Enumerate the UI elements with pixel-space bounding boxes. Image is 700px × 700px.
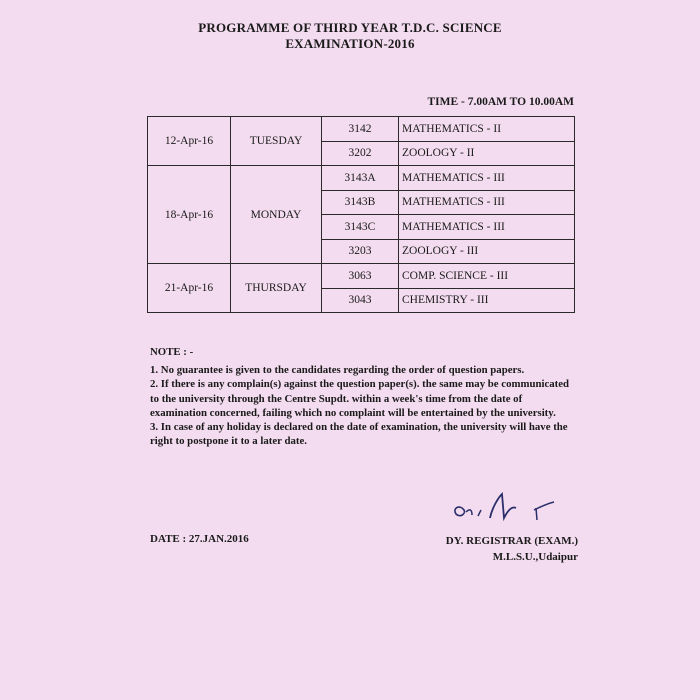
note-item-3: 3. In case of any holiday is declared on the date of examination, the university will have the right to postpone it to a later date.	[150, 421, 568, 448]
exam-day-cell: MONDAY	[231, 166, 322, 264]
paper-code-cell: 3202	[322, 141, 399, 166]
paper-code-cell: 3143C	[322, 215, 399, 240]
paper-subject-cell: MATHEMATICS - III	[399, 166, 575, 191]
table-row	[148, 117, 575, 142]
paper-subject-cell: ZOOLOGY - II	[399, 141, 575, 166]
exam-date-cell: 12-Apr-16	[148, 117, 231, 166]
paper-subject-cell: COMP. SCIENCE - III	[399, 264, 575, 289]
note-heading: NOTE : -	[150, 346, 194, 358]
document-subtitle: EXAMINATION-2016	[285, 36, 415, 51]
paper-code-cell: 3203	[322, 239, 399, 264]
exam-date-cell: 18-Apr-16	[148, 166, 231, 264]
paper-subject-cell: ZOOLOGY - III	[399, 239, 575, 264]
paper-code-cell: 3142	[322, 117, 399, 142]
paper-subject-cell: MATHEMATICS - III	[399, 190, 575, 215]
table-row	[148, 264, 575, 289]
note-item-2: 2. If there is any complain(s) against the question paper(s). the same may be communicated to the university through the Centre Supdt. within a week's time from the date of examination concerned, failing which no complaint will be entertained by the university.	[150, 378, 570, 419]
paper-code-cell: 3043	[322, 288, 399, 313]
issue-date: DATE : 27.JAN.2016	[150, 533, 249, 545]
exam-time: TIME - 7.00AM TO 10.00AM	[427, 96, 574, 108]
paper-subject-cell: MATHEMATICS - III	[399, 215, 575, 240]
signatory-organization: M.L.S.U.,Udaipur	[492, 551, 578, 563]
registrar-signature	[450, 488, 560, 528]
note-item-1: 1. No guarantee is given to the candidates regarding the order of question papers.	[150, 364, 525, 377]
signatory-title: DY. REGISTRAR (EXAM.)	[445, 535, 578, 547]
document-title: PROGRAMME OF THIRD YEAR T.D.C. SCIENCE	[198, 20, 502, 35]
notes-section	[150, 345, 575, 448]
paper-code-cell: 3063	[322, 264, 399, 289]
exam-day-cell: TUESDAY	[231, 117, 322, 166]
paper-subject-cell: MATHEMATICS - II	[399, 117, 575, 142]
exam-day-cell: THURSDAY	[231, 264, 322, 313]
paper-subject-cell: CHEMISTRY - III	[399, 288, 575, 313]
table-row	[148, 166, 575, 191]
exam-schedule-table	[147, 116, 575, 313]
paper-code-cell: 3143B	[322, 190, 399, 215]
paper-code-cell: 3143A	[322, 166, 399, 191]
exam-date-cell: 21-Apr-16	[148, 264, 231, 313]
